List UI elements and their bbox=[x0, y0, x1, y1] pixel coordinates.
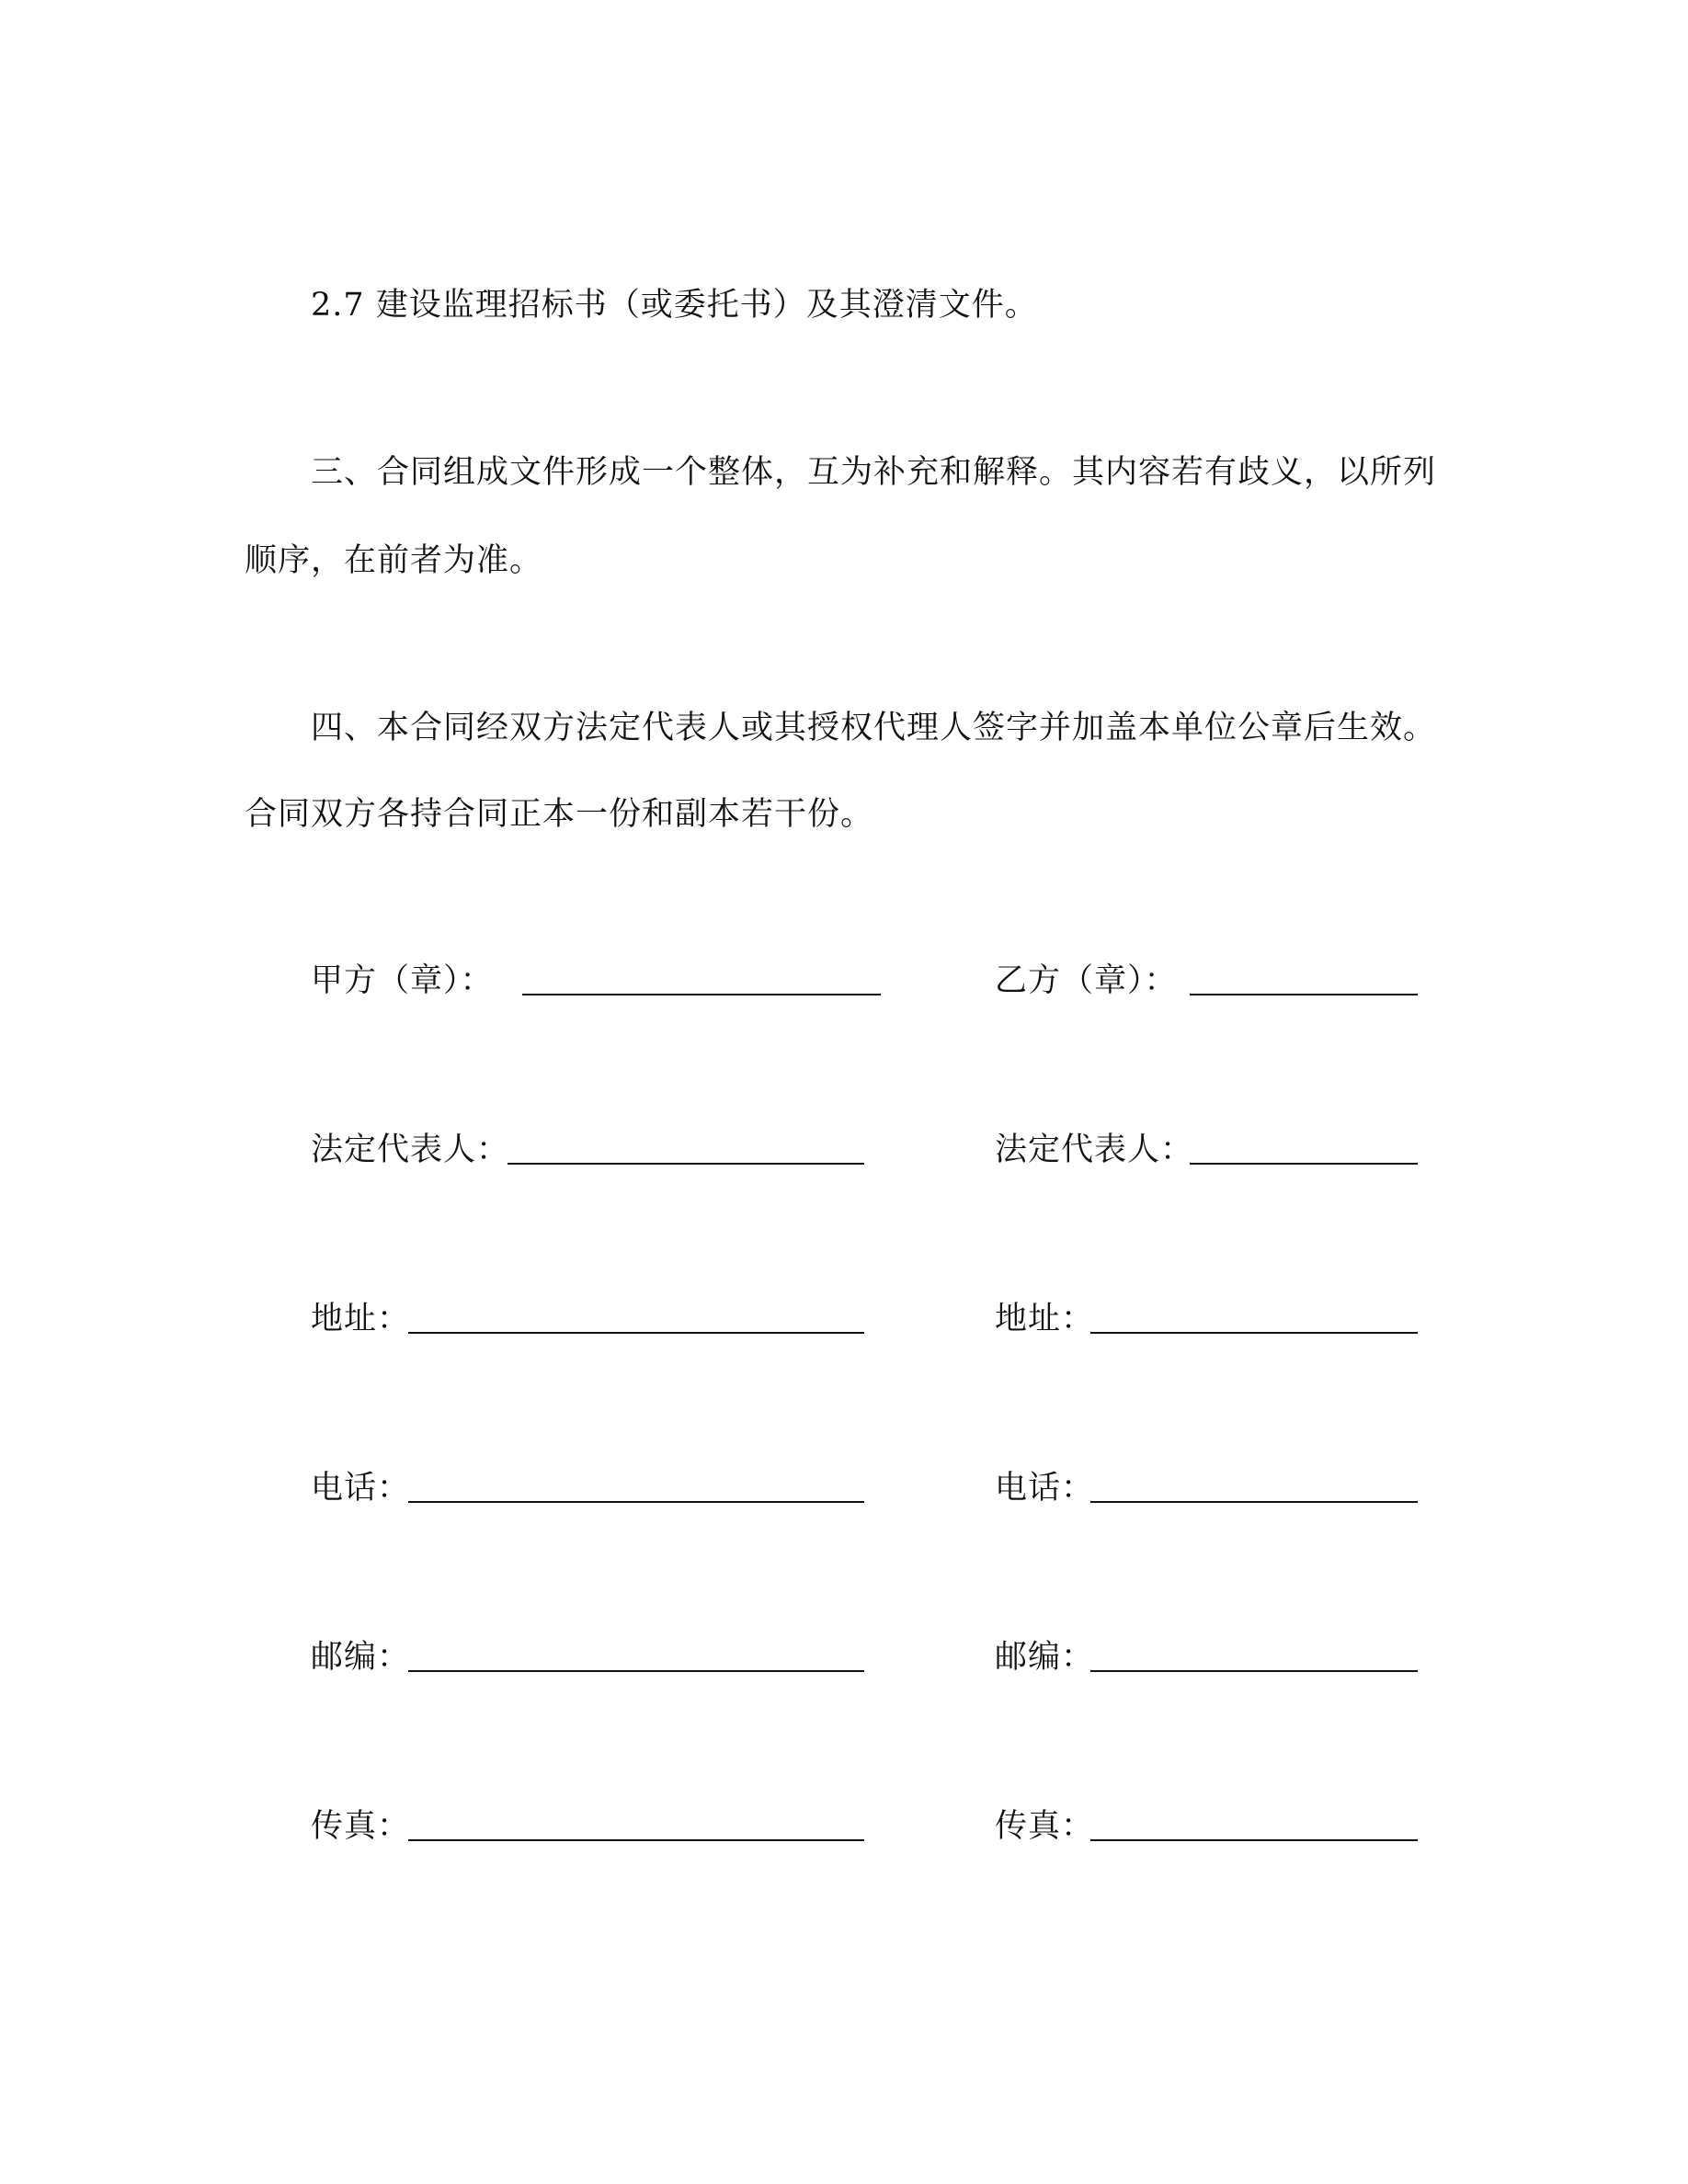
party-b-legal-rep-blank[interactable] bbox=[1190, 1163, 1418, 1165]
clause-3-line-1: 三、合同组成文件形成一个整体，互为补充和解释。其内容若有歧义，以所列 bbox=[311, 454, 1437, 491]
party-b-fax-label: 传真： bbox=[995, 1808, 1095, 1845]
party-b-address-label: 地址： bbox=[995, 1301, 1095, 1337]
party-b-seal-label: 乙方（章）： bbox=[995, 962, 1178, 999]
party-a-seal-blank[interactable] bbox=[522, 994, 881, 995]
party-b-phone-blank[interactable] bbox=[1090, 1501, 1418, 1503]
party-a-fax-label: 传真： bbox=[311, 1808, 411, 1845]
party-b-seal-blank[interactable] bbox=[1190, 994, 1418, 995]
party-b-phone-label: 电话： bbox=[995, 1470, 1095, 1507]
party-a-phone-label: 电话： bbox=[311, 1470, 411, 1507]
party-b-fax-blank[interactable] bbox=[1090, 1839, 1418, 1841]
party-a-phone-blank[interactable] bbox=[408, 1501, 864, 1503]
party-a-fax-blank[interactable] bbox=[408, 1839, 864, 1841]
party-a-seal-label: 甲方（章）： bbox=[311, 962, 494, 999]
party-a-address-blank[interactable] bbox=[408, 1332, 864, 1334]
party-b-postcode-label: 邮编： bbox=[995, 1639, 1095, 1676]
party-a-legal-rep-blank[interactable] bbox=[508, 1163, 864, 1165]
party-a-address-label: 地址： bbox=[311, 1301, 411, 1337]
party-b-legal-rep-label: 法定代表人： bbox=[995, 1132, 1194, 1168]
clause-3-line-2: 顺序，在前者为准。 bbox=[245, 542, 543, 579]
party-a-postcode-label: 邮编： bbox=[311, 1639, 411, 1676]
item-2-7: 2.7 建设监理招标书（或委托书）及其澄清文件。 bbox=[311, 287, 1038, 324]
party-a-postcode-blank[interactable] bbox=[408, 1670, 864, 1672]
party-b-postcode-blank[interactable] bbox=[1090, 1670, 1418, 1672]
clause-4-line-1: 四、本合同经双方法定代表人或其授权代理人签字并加盖本单位公章后生效。 bbox=[311, 710, 1437, 746]
party-b-address-blank[interactable] bbox=[1090, 1332, 1418, 1334]
party-a-legal-rep-label: 法定代表人： bbox=[311, 1132, 510, 1168]
clause-4-line-2: 合同双方各持合同正本一份和副本若干份。 bbox=[245, 796, 874, 833]
